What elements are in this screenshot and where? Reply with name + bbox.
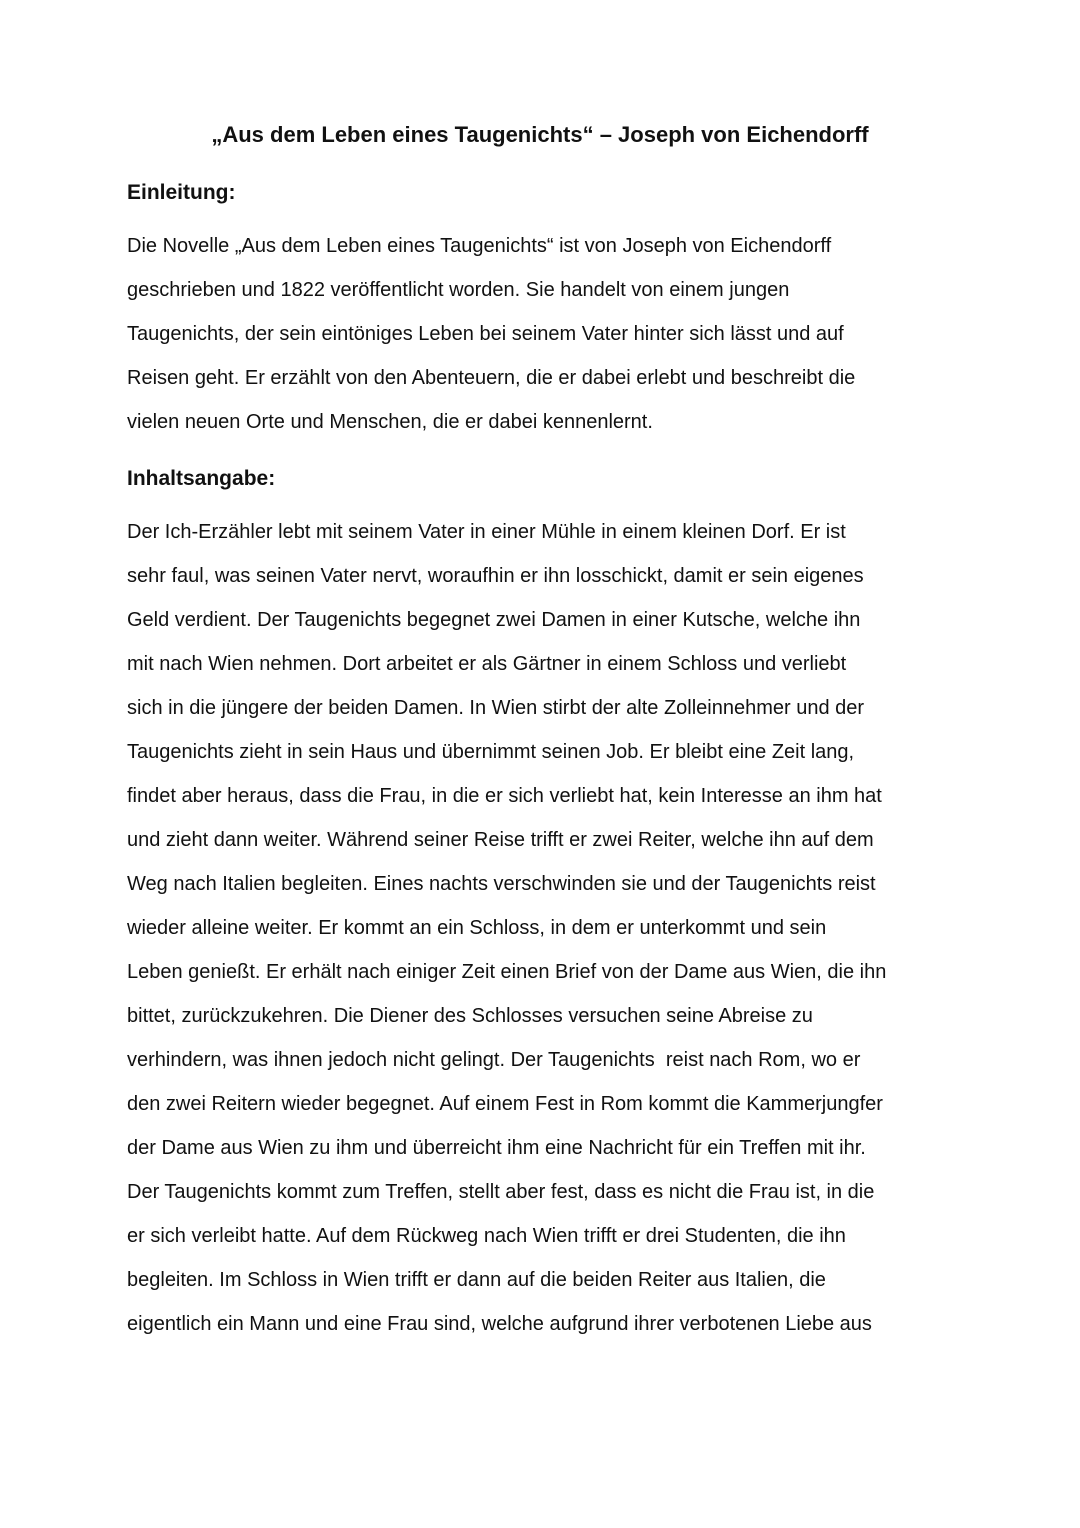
text-line: den zwei Reitern wieder begegnet. Auf einem Fest in Rom kommt die Kammerjungfer — [127, 1093, 883, 1115]
text-line: Die Novelle „Aus dem Leben eines Taugenichts“ ist von Joseph von Eichendorff — [127, 235, 832, 257]
text-line: mit nach Wien nehmen. Dort arbeitet er als Gärtner in einem Schloss und verliebt — [127, 653, 847, 675]
text-line: bittet, zurückzukehren. Die Diener des Schlosses versuchen seine Abreise zu — [127, 1005, 813, 1027]
text-line: sehr faul, was seinen Vater nervt, woraufhin er ihn losschickt, damit er sein eigenes — [127, 565, 864, 587]
text-line: verhindern, was ihnen jedoch nicht gelingt. Der Taugenichts reist nach Rom, wo er — [127, 1049, 861, 1071]
text-line: findet aber heraus, dass die Frau, in die er sich verliebt hat, kein Interesse an ihm hat — [127, 785, 882, 807]
text-line: Weg nach Italien begleiten. Eines nachts verschwinden sie und der Taugenichts reist — [127, 873, 876, 895]
text-line: er sich verleibt hatte. Auf dem Rückweg nach Wien trifft er drei Studenten, die ihn — [127, 1225, 846, 1247]
text-line: sich in die jüngere der beiden Damen. In Wien stirbt der alte Zolleinnehmer und der — [127, 697, 865, 719]
text-line: und zieht dann weiter. Während seiner Reise trifft er zwei Reiter, welche ihn auf dem — [127, 829, 874, 851]
section-heading-einleitung: Einleitung: — [127, 181, 236, 204]
text-line: Der Taugenichts kommt zum Treffen, stellt aber fest, dass es nicht die Frau ist, in die — [127, 1181, 875, 1203]
paragraph-inhaltsangabe — [127, 510, 953, 1346]
text-line: geschrieben und 1822 veröffentlicht worden. Sie handelt von einem jungen — [127, 279, 790, 301]
text-line: eigentlich ein Mann und eine Frau sind, welche aufgrund ihrer verbotenen Liebe aus — [127, 1313, 872, 1335]
text-line: der Dame aus Wien zu ihm und überreicht ihm eine Nachricht für ein Treffen mit ihr. — [127, 1137, 866, 1159]
text-line: wieder alleine weiter. Er kommt an ein Schloss, in dem er unterkommt und sein — [127, 917, 827, 939]
text-line: vielen neuen Orte und Menschen, die er dabei kennenlernt. — [127, 411, 653, 433]
paragraph-einleitung — [127, 224, 953, 444]
text-line: begleiten. Im Schloss in Wien trifft er dann auf die beiden Reiter aus Italien, die — [127, 1269, 826, 1291]
text-line: Taugenichts, der sein eintöniges Leben bei seinem Vater hinter sich lässt und auf — [127, 323, 844, 345]
document-title: „Aus dem Leben eines Taugenichts“ – Joseph von Eichendorff — [211, 122, 869, 147]
section-heading-inhaltsangabe: Inhaltsangabe: — [127, 467, 276, 490]
text-line: Geld verdient. Der Taugenichts begegnet zwei Damen in einer Kutsche, welche ihn — [127, 609, 861, 631]
text-line: Der Ich-Erzähler lebt mit seinem Vater in einer Mühle in einem kleinen Dorf. Er ist — [127, 521, 846, 543]
text-line: Taugenichts zieht in sein Haus und übernimmt seinen Job. Er bleibt eine Zeit lang, — [127, 741, 855, 763]
text-line: Leben genießt. Er erhält nach einiger Zeit einen Brief von der Dame aus Wien, die ihn — [127, 961, 887, 983]
text-line: Reisen geht. Er erzählt von den Abenteuern, die er dabei erlebt und beschreibt die — [127, 367, 856, 389]
